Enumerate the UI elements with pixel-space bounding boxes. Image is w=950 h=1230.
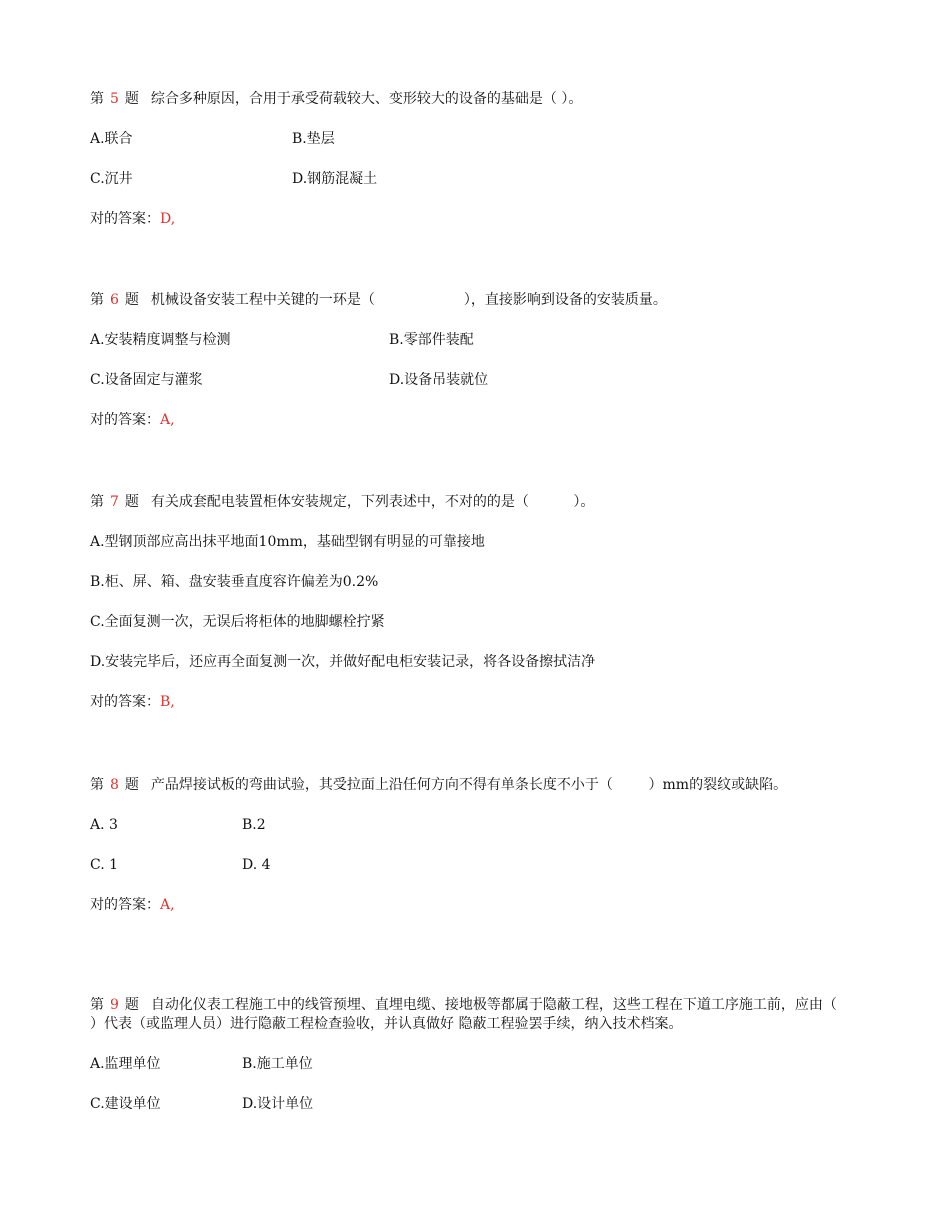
answer-line	[90, 210, 860, 229]
option-c: C. 1	[90, 857, 119, 873]
option-b: B.2	[242, 817, 266, 833]
options-row	[90, 613, 860, 632]
question-text: 综合多种原因，合用于承受荷载较大、变形较大的设备的基础是（ ）。	[150, 91, 583, 107]
option-d: D. 4	[242, 857, 271, 873]
options-row	[90, 170, 860, 189]
answer-label: 对的答案：	[90, 694, 160, 710]
question-stem	[90, 493, 860, 512]
option-d: D.设备吊装就位	[389, 372, 489, 388]
option-c: C.沉井	[90, 171, 133, 187]
question-6	[90, 291, 860, 430]
option-d: D.设计单位	[242, 1096, 314, 1112]
answer-value: A,	[160, 897, 175, 913]
answer-line	[90, 896, 860, 915]
question-prefix: 第	[90, 997, 104, 1013]
question-text: 有关成套配电装置柜体安装规定，下列表述中，不对的的是（ ）。	[150, 494, 595, 510]
option-a: A.监理单位	[90, 1056, 161, 1072]
options-row	[90, 816, 860, 835]
question-prefix: 第	[90, 292, 104, 308]
question-stem	[90, 776, 860, 795]
option-b: B.柜、屏、箱、盘安装垂直度容许偏差为0.2%	[90, 574, 379, 590]
options-row	[90, 856, 860, 875]
option-a: A.型钢顶部应高出抹平地面10mm，基础型钢有明显的可靠接地	[90, 534, 485, 550]
answer-line	[90, 411, 860, 430]
option-c: C.全面复测一次，无误后将柜体的地脚螺栓拧紧	[90, 614, 385, 630]
answer-label: 对的答案：	[90, 412, 160, 428]
options-row	[90, 1095, 860, 1114]
question-number: 8	[110, 777, 119, 793]
options-row	[90, 331, 860, 350]
question-5	[90, 90, 860, 229]
option-d: D.安装完毕后，还应再全面复测一次，并做好配电柜安装记录，将各设备擦拭洁净	[90, 654, 596, 670]
question-prefix: 第	[90, 777, 104, 793]
question-number: 7	[110, 494, 119, 510]
question-stem	[90, 90, 860, 109]
question-prefix: 第	[90, 91, 104, 107]
question-suffix: 题	[124, 997, 139, 1013]
question-suffix: 题	[124, 494, 139, 510]
answer-value: D,	[160, 211, 176, 227]
option-a: A.安装精度调整与检测	[90, 332, 231, 348]
options-row	[90, 653, 860, 672]
question-text: 产品焊接试板的弯曲试验，其受拉面上沿任何方向不得有单条长度不小于（ ）mm的裂纹或缺陷。	[150, 777, 788, 793]
question-stem	[90, 996, 882, 1034]
answer-value: B,	[160, 694, 175, 710]
question-suffix: 题	[124, 292, 139, 308]
question-8	[90, 776, 860, 915]
option-a: A.联合	[90, 131, 133, 147]
question-stem	[90, 291, 860, 310]
answer-label: 对的答案：	[90, 211, 160, 227]
question-number: 5	[110, 91, 119, 107]
question-number: 6	[110, 292, 119, 308]
answer-label: 对的答案：	[90, 897, 160, 913]
options-row	[90, 1055, 860, 1074]
question-number: 9	[110, 997, 119, 1013]
options-row	[90, 371, 860, 390]
answer-line	[90, 693, 860, 712]
question-suffix: 题	[124, 777, 139, 793]
question-text: 自动化仪表工程施工中的线管预埋、直埋电缆、接地极等都属于隐蔽工程，这些工程在下道工序施工前，应由（ ）代表（或监理人员）进行隐蔽工程检查验收，并认真做好 隐蔽工程验罢手续，纳入技术档案。	[90, 997, 882, 1032]
options-row	[90, 533, 860, 552]
options-row	[90, 573, 860, 592]
option-b: B.垫层	[292, 131, 335, 147]
option-c: C.建设单位	[90, 1096, 161, 1112]
answer-value: A,	[160, 412, 175, 428]
option-b: B.零部件装配	[389, 332, 474, 348]
question-7	[90, 493, 860, 712]
question-9	[90, 996, 882, 1114]
question-suffix: 题	[124, 91, 139, 107]
question-prefix: 第	[90, 494, 104, 510]
question-text: 机械设备安装工程中关键的一环是（ ），直接影响到设备的安装质量。	[150, 292, 667, 308]
option-b: B.施工单位	[242, 1056, 313, 1072]
option-a: A. 3	[90, 817, 118, 833]
option-d: D.钢筋混凝土	[292, 171, 378, 187]
option-c: C.设备固定与灌浆	[90, 372, 203, 388]
options-row	[90, 130, 860, 149]
